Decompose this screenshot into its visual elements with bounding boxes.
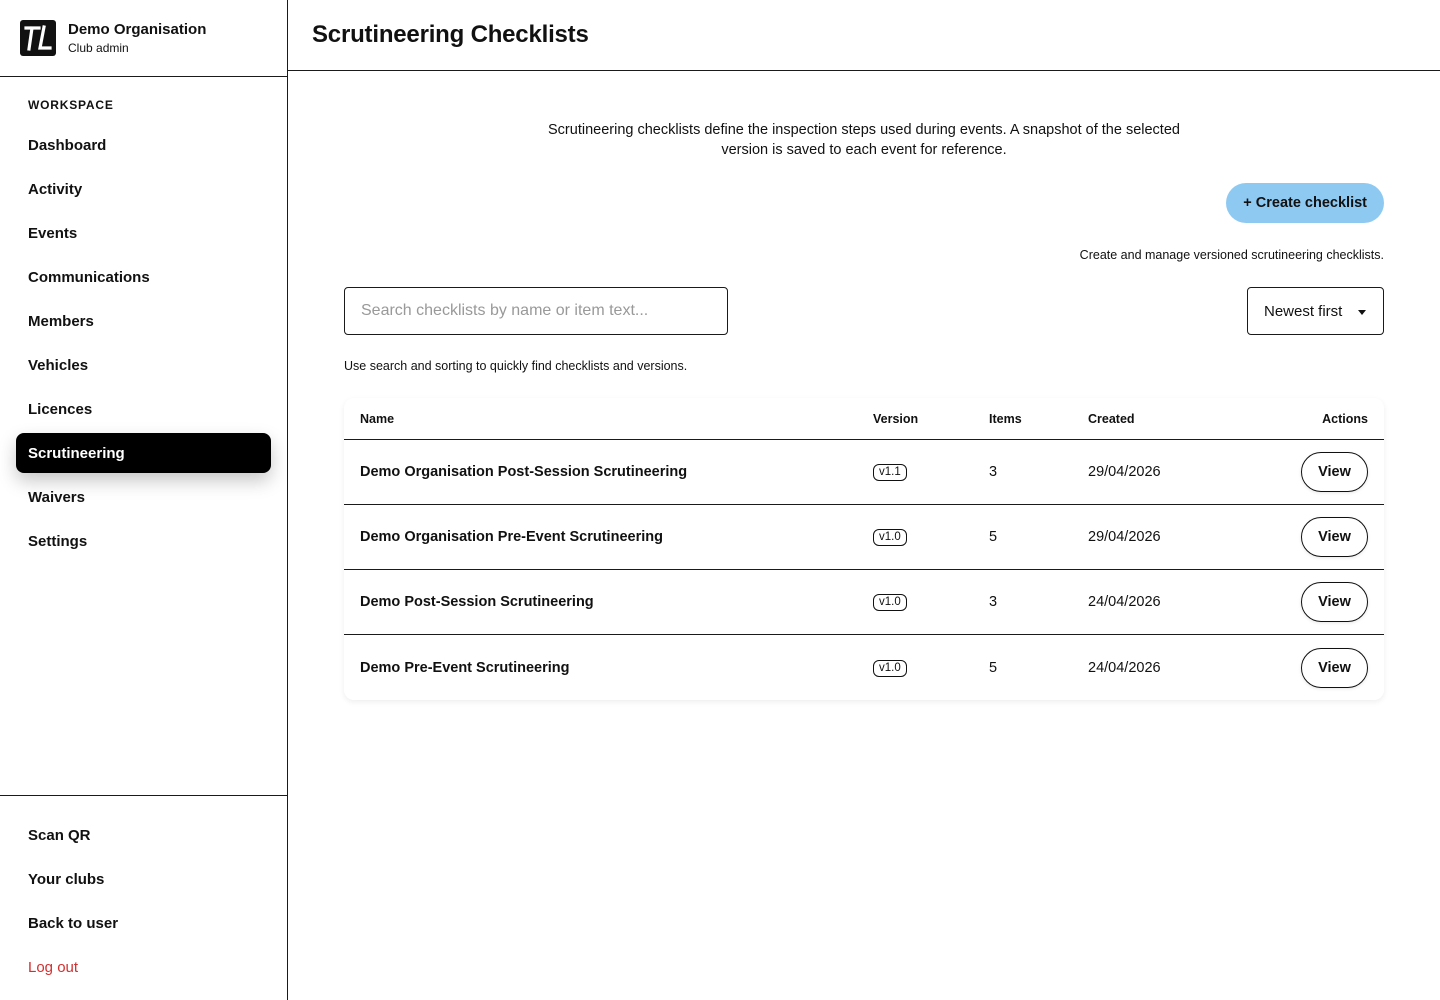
- create-checklist-button[interactable]: + Create checklist: [1226, 183, 1384, 223]
- sidebar: [0, 0, 288, 1000]
- scan-qr-link[interactable]: Scan QR: [28, 826, 91, 844]
- sidebar-footer: [0, 795, 287, 989]
- version-badge: v1.0: [873, 594, 907, 611]
- search-hint-text: Use search and sorting to quickly find checklists and versions.: [344, 359, 688, 373]
- created-date: 29/04/2026: [1088, 529, 1161, 545]
- view-button[interactable]: View: [1301, 452, 1368, 492]
- sidebar-item-settings[interactable]: Settings: [28, 532, 88, 550]
- org-role: Club admin: [68, 40, 129, 55]
- sidebar-item-licences[interactable]: Licences: [28, 400, 93, 418]
- table-header: [344, 398, 1384, 440]
- page-header: [288, 0, 1440, 71]
- column-header-name: Name: [360, 411, 395, 426]
- view-button[interactable]: View: [1301, 517, 1368, 557]
- item-count: 3: [989, 464, 998, 480]
- view-button[interactable]: View: [1301, 582, 1368, 622]
- your-clubs-link[interactable]: Your clubs: [28, 870, 105, 888]
- created-date: 24/04/2026: [1088, 659, 1161, 676]
- tl-logo-icon: [20, 20, 56, 56]
- log-out-link[interactable]: Log out: [28, 958, 79, 976]
- search-input[interactable]: [344, 287, 728, 335]
- version-badge: v1.1: [873, 464, 907, 481]
- sidebar-item-vehicles[interactable]: Vehicles: [28, 356, 89, 374]
- created-date: 29/04/2026: [1088, 464, 1161, 480]
- column-header-actions: Actions: [1322, 411, 1368, 426]
- checklist-name: Demo Post-Session Scrutineering: [360, 594, 594, 610]
- table-row: [344, 635, 1384, 700]
- checklist-name: Demo Organisation Pre-Event Scrutineering: [360, 529, 663, 545]
- item-count: 5: [989, 659, 998, 676]
- back-to-user-link[interactable]: Back to user: [28, 914, 119, 932]
- sort-select[interactable]: [1247, 287, 1384, 335]
- sidebar-item-scrutineering[interactable]: Scrutineering: [16, 433, 271, 473]
- sidebar-nav: [16, 125, 271, 565]
- page-title: Scrutineering Checklists: [312, 21, 589, 48]
- column-header-items: Items: [989, 411, 1022, 426]
- created-date: 24/04/2026: [1088, 594, 1161, 610]
- version-badge: v1.0: [873, 660, 907, 677]
- sidebar-item-activity[interactable]: Activity: [28, 180, 83, 198]
- item-count: 3: [989, 594, 998, 610]
- table-row: [344, 505, 1384, 570]
- checklist-name: Demo Organisation Post-Session Scrutineering: [360, 464, 688, 480]
- sort-selected-value: Newest first: [1264, 302, 1343, 320]
- column-header-created: Created: [1088, 411, 1135, 426]
- sidebar-item-dashboard[interactable]: Dashboard: [28, 136, 107, 154]
- org-header[interactable]: [0, 0, 287, 77]
- intro-text: Scrutineering checklists define the inspection steps used during events. A snapshot of the selected version is saved to each event for reference.: [548, 122, 1180, 158]
- table-row: [344, 570, 1384, 635]
- checklists-table: [344, 398, 1384, 700]
- version-badge: v1.0: [873, 529, 907, 546]
- item-count: 5: [989, 529, 998, 545]
- sidebar-item-waivers[interactable]: Waivers: [28, 488, 85, 506]
- org-name: Demo Organisation: [68, 20, 207, 38]
- sidebar-item-events[interactable]: Events: [28, 224, 78, 242]
- view-button[interactable]: View: [1301, 648, 1368, 688]
- table-row: [344, 440, 1384, 505]
- checklist-name: Demo Pre-Event Scrutineering: [360, 659, 570, 676]
- sidebar-item-members[interactable]: Members: [28, 312, 94, 330]
- sidebar-item-communications[interactable]: Communications: [28, 268, 150, 286]
- workspace-section-label: WORKSPACE: [28, 98, 114, 112]
- column-header-version: Version: [873, 411, 919, 426]
- caret-down-icon: [1358, 310, 1366, 315]
- create-hint-text: Create and manage versioned scrutineering checklists.: [1079, 248, 1384, 262]
